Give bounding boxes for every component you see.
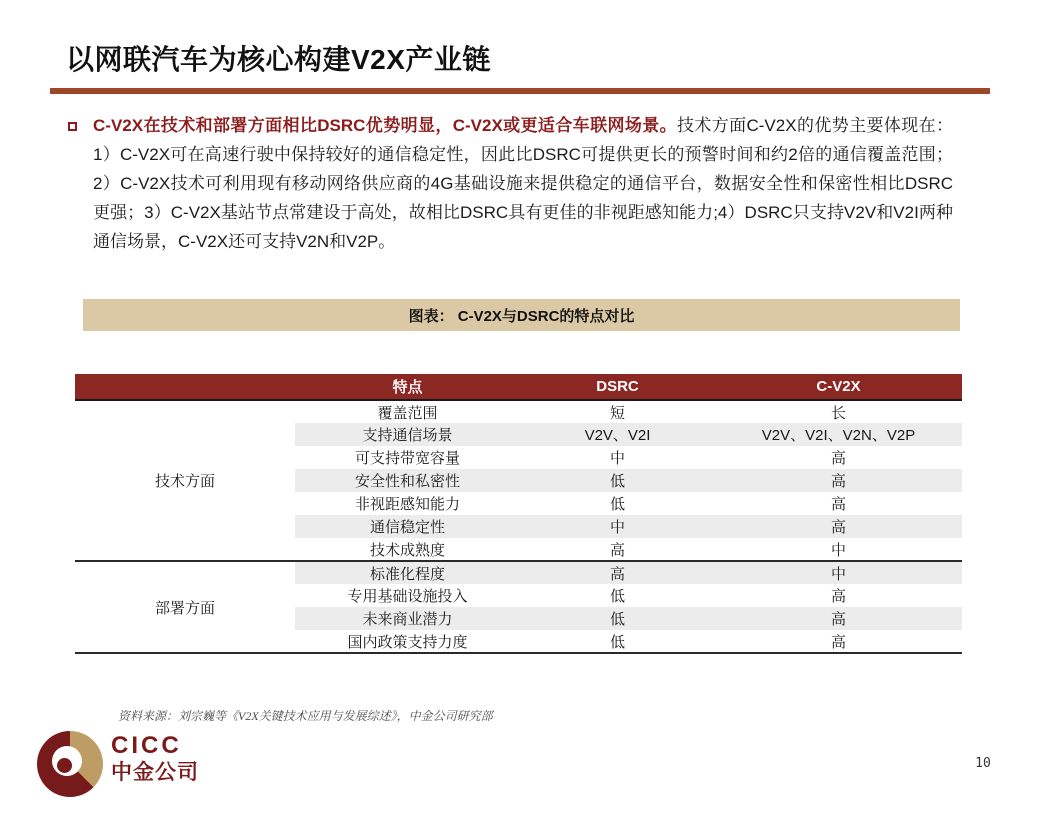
cicc-logo-icon <box>37 731 103 797</box>
cell-cv2x: 高 <box>830 496 846 513</box>
cicc-logo-hole <box>52 746 82 776</box>
cell-feature: 非视距感知能力 <box>354 496 460 513</box>
cell-feature: 国内政策支持力度 <box>347 633 468 651</box>
cell-cv2x: 高 <box>830 633 846 651</box>
cell-feature: 安全性和私密性 <box>295 469 520 492</box>
header-cell-cv2x: C-V2X <box>715 374 962 400</box>
header-cell-dsrc: DSRC <box>520 374 715 400</box>
cell-dsrc: 低 <box>609 496 625 513</box>
page-number: 10 <box>975 756 991 771</box>
cell-cv2x: 高 <box>830 450 846 467</box>
cell-feature: 支持通信场景 <box>295 423 520 446</box>
cell-dsrc: 低 <box>520 469 715 492</box>
table-row <box>75 561 962 584</box>
cell-feature: 通信稳定性 <box>295 515 520 538</box>
cell-dsrc: 低 <box>520 607 715 630</box>
summary-paragraph <box>93 111 953 256</box>
cell-cv2x: 高 <box>715 607 962 630</box>
cell-cv2x: V2V、V2I、V2N、V2P <box>715 423 962 446</box>
header-cell-feature: 特点 <box>295 374 520 400</box>
cicc-logo-text-cn: 中金公司 <box>111 761 199 784</box>
cell-cv2x: 中 <box>830 541 846 559</box>
cicc-logo-text <box>111 734 199 783</box>
exhibit-caption-bar <box>83 299 960 331</box>
cell-feature: 技术成熟度 <box>369 541 445 559</box>
group-label-deployment: 部署方面 <box>75 561 295 653</box>
group-label-technical: 技术方面 <box>75 400 295 561</box>
cell-cv2x: 高 <box>715 515 962 538</box>
cell-dsrc: 高 <box>609 541 625 559</box>
cell-dsrc: 中 <box>520 515 715 538</box>
cicc-logo-text-en: CICC <box>111 732 182 759</box>
table-row <box>75 400 962 423</box>
cell-feature: 专用基础设施投入 <box>347 588 468 605</box>
bullet-square-icon <box>68 122 77 131</box>
cell-feature: 可支持带宽容量 <box>354 450 460 467</box>
cicc-logo <box>37 731 267 801</box>
cell-feature: 覆盖范围 <box>377 404 438 422</box>
cicc-logo-dot <box>57 758 72 773</box>
cell-dsrc: 中 <box>609 450 625 467</box>
cell-dsrc: V2V、V2I <box>520 423 715 446</box>
title-underline-rule <box>50 88 990 94</box>
table-header-row <box>75 374 962 400</box>
summary-lead-bold: C-V2X在技术和部署方面相比DSRC优势明显，C-V2X或更适合车联网场景。 <box>93 116 677 135</box>
exhibit-caption-text: 图表： C-V2X与DSRC的特点对比 <box>408 307 635 325</box>
source-note: 资料来源：刘宗巍等《V2X关键技术应用与发展综述》，中金公司研究部 <box>118 709 493 723</box>
cell-feature: 未来商业潜力 <box>295 607 520 630</box>
cell-dsrc: 高 <box>520 561 715 584</box>
header-cell-group <box>75 374 295 400</box>
cell-dsrc: 短 <box>609 404 625 422</box>
cell-feature: 标准化程度 <box>295 561 520 584</box>
comparison-table <box>75 374 962 654</box>
cell-cv2x: 高 <box>715 469 962 492</box>
cell-cv2x: 高 <box>830 588 846 605</box>
page-title: 以网联汽车为核心构建V2X产业链 <box>66 44 491 75</box>
cell-cv2x: 长 <box>830 404 846 422</box>
summary-body: 技术方面C-V2X的优势主要体现在：1）C-V2X可在高速行驶中保持较好的通信稳定性，因此比DSRC可提供更长的预警时间和约2倍的通信覆盖范围；2）C-V2X技术可利用现有移动网络供应商的4G基础设施来提供稳定的通信平台，数据安全性和保密性相比DSRC更强；3）C-V2X基站节点常建设于高处，故相比DSRC具有更佳的非视距感知能力;4）DSRC只支持V2V和V2I两种通信场景，C-V2X还可支持V2N和V2P。 <box>93 116 953 251</box>
cell-dsrc: 低 <box>609 588 625 605</box>
cell-cv2x: 中 <box>715 561 962 584</box>
cell-dsrc: 低 <box>609 633 625 651</box>
